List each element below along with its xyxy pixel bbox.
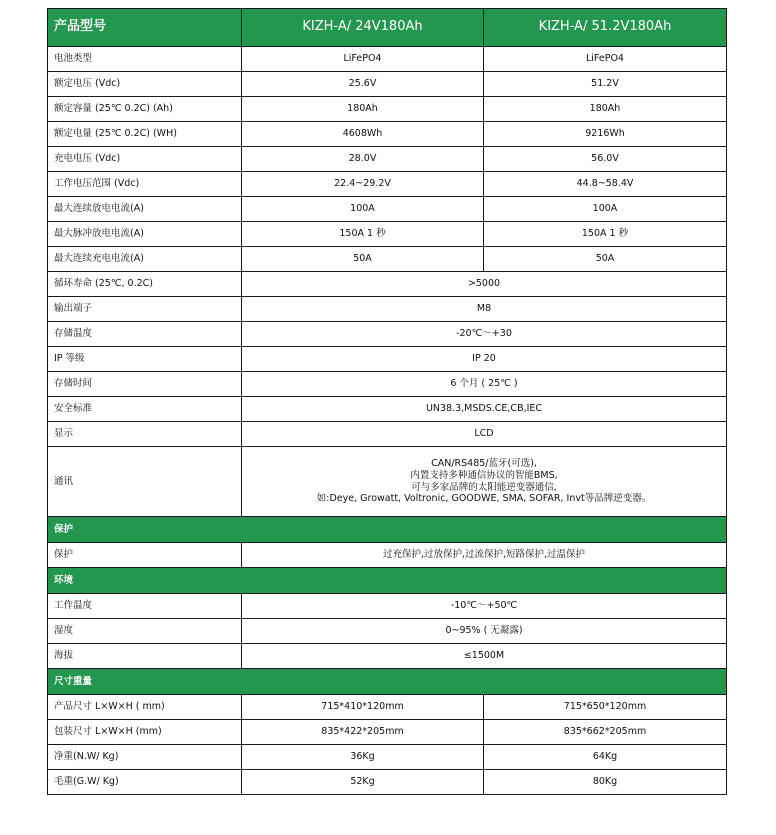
value-b: 44.8~58.4V [484, 172, 727, 197]
section-title: 保护 [48, 517, 727, 543]
table-row [48, 322, 727, 347]
communication-line: CAN/RS485/蓝牙(可选), [431, 457, 537, 469]
value-b: 835*662*205mm [484, 720, 727, 745]
table-row [48, 372, 727, 397]
value-a: 28.0V [242, 147, 484, 172]
value-b: 64Kg [484, 745, 727, 770]
table-row [48, 347, 727, 372]
header-row [48, 9, 727, 47]
table-row [48, 297, 727, 322]
value-b: 80Kg [484, 770, 727, 795]
value-b: LiFePO4 [484, 47, 727, 72]
table-row [48, 247, 727, 272]
spec-table [47, 8, 727, 795]
communication-row [48, 447, 727, 517]
table-row [48, 147, 727, 172]
value-a: 22.4~29.2V [242, 172, 484, 197]
value-a: 715*410*120mm [242, 695, 484, 720]
row-label: 存储时间 [48, 372, 242, 397]
value-a: LiFePO4 [242, 47, 484, 72]
table-row [48, 594, 727, 619]
model-b-header: KIZH-A/ 51.2V180Ah [484, 9, 727, 47]
table-row [48, 197, 727, 222]
shared-value: 过充保护,过放保护,过流保护,短路保护,过温保护 [242, 543, 727, 568]
table-row [48, 397, 727, 422]
value-b: 100A [484, 197, 727, 222]
communication-line: 可与多家品牌的太阳能逆变器通信, [411, 481, 557, 493]
communication-value [242, 447, 727, 517]
value-b: 715*650*120mm [484, 695, 727, 720]
table-row [48, 644, 727, 669]
row-label: 额定电量 (25℃ 0.2C) (WH) [48, 122, 242, 147]
table-row [48, 272, 727, 297]
table-row [48, 122, 727, 147]
communication-label: 通讯 [48, 447, 242, 517]
table-row [48, 422, 727, 447]
row-label: 循环寿命 (25℃, 0.2C) [48, 272, 242, 297]
row-label: 最大连续充电电流(A) [48, 247, 242, 272]
value-b: 180Ah [484, 97, 727, 122]
communication-line: 如:Deye, Growatt, Voltronic, GOODWE, SMA, SOFAR, Invt等品牌逆变器。 [316, 493, 652, 505]
row-label: 净重(N.W/ Kg) [48, 745, 242, 770]
row-label: 额定容量 (25℃ 0.2C) (Ah) [48, 97, 242, 122]
row-label: 包装尺寸 L×W×H (mm) [48, 720, 242, 745]
table-row [48, 745, 727, 770]
row-label: 存储温度 [48, 322, 242, 347]
shared-value: -20℃～+30 [242, 322, 727, 347]
shared-value: M8 [242, 297, 727, 322]
row-label: 输出端子 [48, 297, 242, 322]
row-label: 保护 [48, 543, 242, 568]
table-row [48, 97, 727, 122]
table-row [48, 47, 727, 72]
row-label: 海拔 [48, 644, 242, 669]
shared-value: LCD [242, 422, 727, 447]
table-row [48, 543, 727, 568]
shared-value: UN38.3,MSDS.CE,CB,IEC [242, 397, 727, 422]
row-label: 电池类型 [48, 47, 242, 72]
row-label: 额定电压 (Vdc) [48, 72, 242, 97]
table-row [48, 222, 727, 247]
table-row [48, 619, 727, 644]
value-b: 50A [484, 247, 727, 272]
shared-value: ≤1500M [242, 644, 727, 669]
row-label: IP 等级 [48, 347, 242, 372]
section-header-dimensions [48, 669, 727, 695]
value-a: 4608Wh [242, 122, 484, 147]
value-a: 180Ah [242, 97, 484, 122]
shared-value: 6 个月 ( 25℃ ) [242, 372, 727, 397]
section-header-protection [48, 517, 727, 543]
value-a: 50A [242, 247, 484, 272]
value-a: 36Kg [242, 745, 484, 770]
value-a: 835*422*205mm [242, 720, 484, 745]
row-label: 工作温度 [48, 594, 242, 619]
value-b: 9216Wh [484, 122, 727, 147]
row-label: 显示 [48, 422, 242, 447]
header-label: 产品型号 [48, 9, 242, 47]
row-label: 充电电压 (Vdc) [48, 147, 242, 172]
row-label: 湿度 [48, 619, 242, 644]
row-label: 产品尺寸 L×W×H ( mm) [48, 695, 242, 720]
table-row [48, 172, 727, 197]
value-a: 150A 1 秒 [242, 222, 484, 247]
shared-value: 0~95% ( 无凝露) [242, 619, 727, 644]
shared-value: -10℃～+50℃ [242, 594, 727, 619]
value-b: 56.0V [484, 147, 727, 172]
model-a-header: KIZH-A/ 24V180Ah [242, 9, 484, 47]
row-label: 最大连续放电电流(A) [48, 197, 242, 222]
shared-value: IP 20 [242, 347, 727, 372]
row-label: 安全标准 [48, 397, 242, 422]
section-header-environment [48, 568, 727, 594]
row-label: 毛重(G.W/ Kg) [48, 770, 242, 795]
table-row [48, 72, 727, 97]
row-label: 工作电压范围 (Vdc) [48, 172, 242, 197]
table-row [48, 695, 727, 720]
section-title: 尺寸重量 [48, 669, 727, 695]
value-a: 52Kg [242, 770, 484, 795]
section-title: 环境 [48, 568, 727, 594]
table-row [48, 770, 727, 795]
row-label: 最大脉冲放电电流(A) [48, 222, 242, 247]
table-row [48, 720, 727, 745]
communication-line: 内置支持多种通信协议的智能BMS, [410, 469, 558, 481]
value-a: 25.6V [242, 72, 484, 97]
value-a: 100A [242, 197, 484, 222]
shared-value: >5000 [242, 272, 727, 297]
value-b: 51.2V [484, 72, 727, 97]
value-b: 150A 1 秒 [484, 222, 727, 247]
